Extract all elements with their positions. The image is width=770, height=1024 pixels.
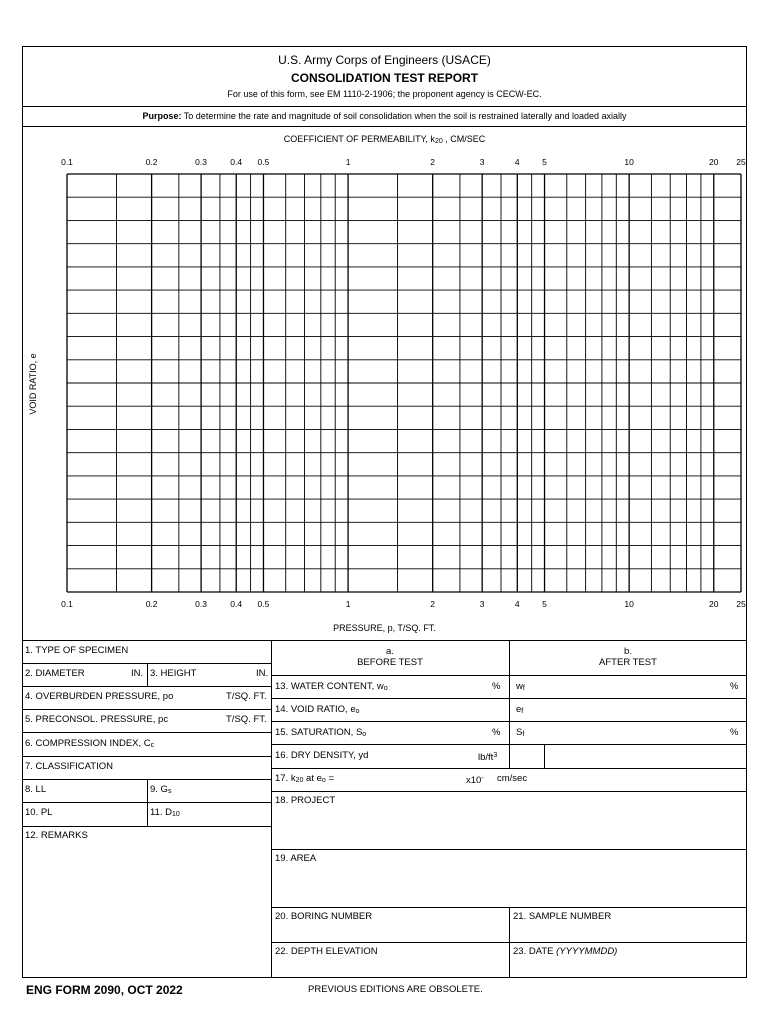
tick-label: 0.4 <box>230 157 243 167</box>
tick-label: 3 <box>479 599 485 609</box>
height-unit: IN. <box>256 668 269 679</box>
after-test-header: AFTER TEST <box>599 657 657 668</box>
permeability-exponent: x10- <box>466 775 484 786</box>
specific-gravity-label: 9. Gs <box>150 784 172 795</box>
row-line <box>22 826 271 827</box>
tick-label: 0.2 <box>145 599 158 609</box>
tick-label: 2 <box>430 157 436 167</box>
row-line <box>271 849 747 850</box>
dry-density-unit: $lb/ft^3$ <box>478 752 498 763</box>
tick-label: 1 <box>345 599 351 609</box>
tick-label: 1 <box>345 157 351 167</box>
tick-label: 0.1 <box>61 157 73 167</box>
tick-label: 0.1 <box>61 599 73 609</box>
boring-number-label: 20. BORING NUMBER <box>275 911 373 922</box>
classification-label: 7. CLASSIFICATION <box>25 761 113 772</box>
row-line <box>22 802 271 803</box>
tick-label: 25 <box>736 157 746 167</box>
tick-label: 10 <box>624 157 634 167</box>
tick-label: 10 <box>624 599 634 609</box>
tick-label: 5 <box>542 599 547 609</box>
column-divider <box>271 640 272 978</box>
cell-line <box>544 744 545 768</box>
row-line <box>22 686 271 687</box>
saturation-pct: % <box>492 727 501 738</box>
bottom-axis-label: PRESSURE, p, T/SQ. FT. <box>333 623 436 633</box>
date-label: 23. DATE (YYYYMMDD) <box>513 946 618 957</box>
tick-label: 0.5 <box>257 157 270 167</box>
overburden-pressure-unit: T/SQ. FT. <box>226 691 267 702</box>
final-void-ratio-label: ef <box>516 704 524 715</box>
project-label: 18. PROJECT <box>275 795 336 806</box>
form-title: CONSOLIDATION TEST REPORT <box>290 71 479 85</box>
tick-label: 0.3 <box>195 157 208 167</box>
row-line <box>22 756 271 757</box>
area-field[interactable] <box>273 866 745 906</box>
purpose-label: Purpose: <box>142 111 182 121</box>
tick-label: 0.4 <box>230 599 243 609</box>
y-axis-label: VOID RATIO, e <box>28 353 38 415</box>
saturation-label: 15. SATURATION, So <box>275 727 367 738</box>
tick-label: 20 <box>709 599 719 609</box>
water-content-label: 13. WATER CONTENT, wo <box>275 681 388 692</box>
before-test-letter: a. <box>386 646 394 657</box>
top-axis-label-text: COEFFICIENT OF PERMEABILITY, k <box>283 134 435 144</box>
row-line <box>271 675 747 676</box>
before-test-header: BEFORE TEST <box>357 657 423 668</box>
tick-label: 0.3 <box>195 599 208 609</box>
diameter-unit: IN. <box>131 668 144 679</box>
permeability-label: 17. k20 at eo = <box>275 773 334 784</box>
final-water-content-pct: % <box>730 681 739 692</box>
tick-label: 0.5 <box>257 599 270 609</box>
tick-label: 25 <box>736 599 746 609</box>
tick-label: 20 <box>709 157 719 167</box>
tick-label: 0.2 <box>145 157 158 167</box>
cell-line <box>147 663 148 686</box>
dry-density-label: 16. DRY DENSITY, yd <box>275 750 369 761</box>
overburden-pressure-label: 4. OVERBURDEN PRESSURE, po <box>25 691 174 702</box>
final-saturation-pct: % <box>730 727 739 738</box>
purpose-text: To determine the rate and magnitude of soil consolidation when the soil is restrained laterally and loaded axially <box>183 111 627 121</box>
type-of-specimen-label: 1. TYPE OF SPECIMEN <box>25 645 129 656</box>
final-water-content-label: wf <box>516 681 525 692</box>
form-usage-note: For use of this form, see EM 1110-2-1906; the proponent agency is CECW-EC. <box>227 89 542 99</box>
compression-index-label: 6. COMPRESSION INDEX, Cc <box>25 738 155 749</box>
water-content-pct: % <box>492 681 501 692</box>
depth-elevation-label: 22. DEPTH ELEVATION <box>275 946 378 957</box>
diameter-label: 2. DIAMETER <box>25 668 85 679</box>
row-line <box>22 709 271 710</box>
top-axis-label-sub: 20 <box>434 138 443 145</box>
project-field[interactable] <box>273 808 745 848</box>
tick-label: 5 <box>542 157 547 167</box>
area-label: 19. AREA <box>275 853 317 864</box>
row-line <box>22 732 271 733</box>
tick-label: 4 <box>514 157 520 167</box>
remarks-label: 12. REMARKS <box>25 830 88 841</box>
row-line <box>271 744 747 745</box>
after-test-letter: b. <box>624 646 632 657</box>
void-ratio-label: 14. VOID RATIO, eo <box>275 704 360 715</box>
permeability-unit: cm/sec <box>497 773 528 784</box>
tick-label: 3 <box>479 157 485 167</box>
row-line <box>271 791 747 792</box>
tick-label: 4 <box>514 599 520 609</box>
row-line <box>271 768 747 769</box>
plastic-limit-label: 10. PL <box>25 807 53 818</box>
row-line <box>271 942 747 943</box>
final-saturation-label: Sf <box>516 727 525 738</box>
form-number: ENG FORM 2090, OCT 2022 <box>26 983 183 997</box>
preconsol-pressure-unit: T/SQ. FT. <box>226 714 267 725</box>
top-axis-label-unit: , CM/SEC <box>442 134 486 144</box>
obsolete-notice: PREVIOUS EDITIONS ARE OBSOLETE. <box>308 984 483 995</box>
agency-name: U.S. Army Corps of Engineers (USACE) <box>278 53 491 67</box>
liquid-limit-label: 8. LL <box>25 784 47 795</box>
preconsol-pressure-label: 5. PRECONSOL. PRESSURE, pc <box>25 714 169 725</box>
d10-label: 11. D10 <box>150 807 180 818</box>
chart-divider <box>22 640 747 641</box>
tick-label: 2 <box>430 599 436 609</box>
sample-number-label: 21. SAMPLE NUMBER <box>513 911 612 922</box>
row-line <box>271 698 747 699</box>
row-line <box>271 721 747 722</box>
remarks-field[interactable] <box>24 845 268 975</box>
height-label: 3. HEIGHT <box>150 668 197 679</box>
